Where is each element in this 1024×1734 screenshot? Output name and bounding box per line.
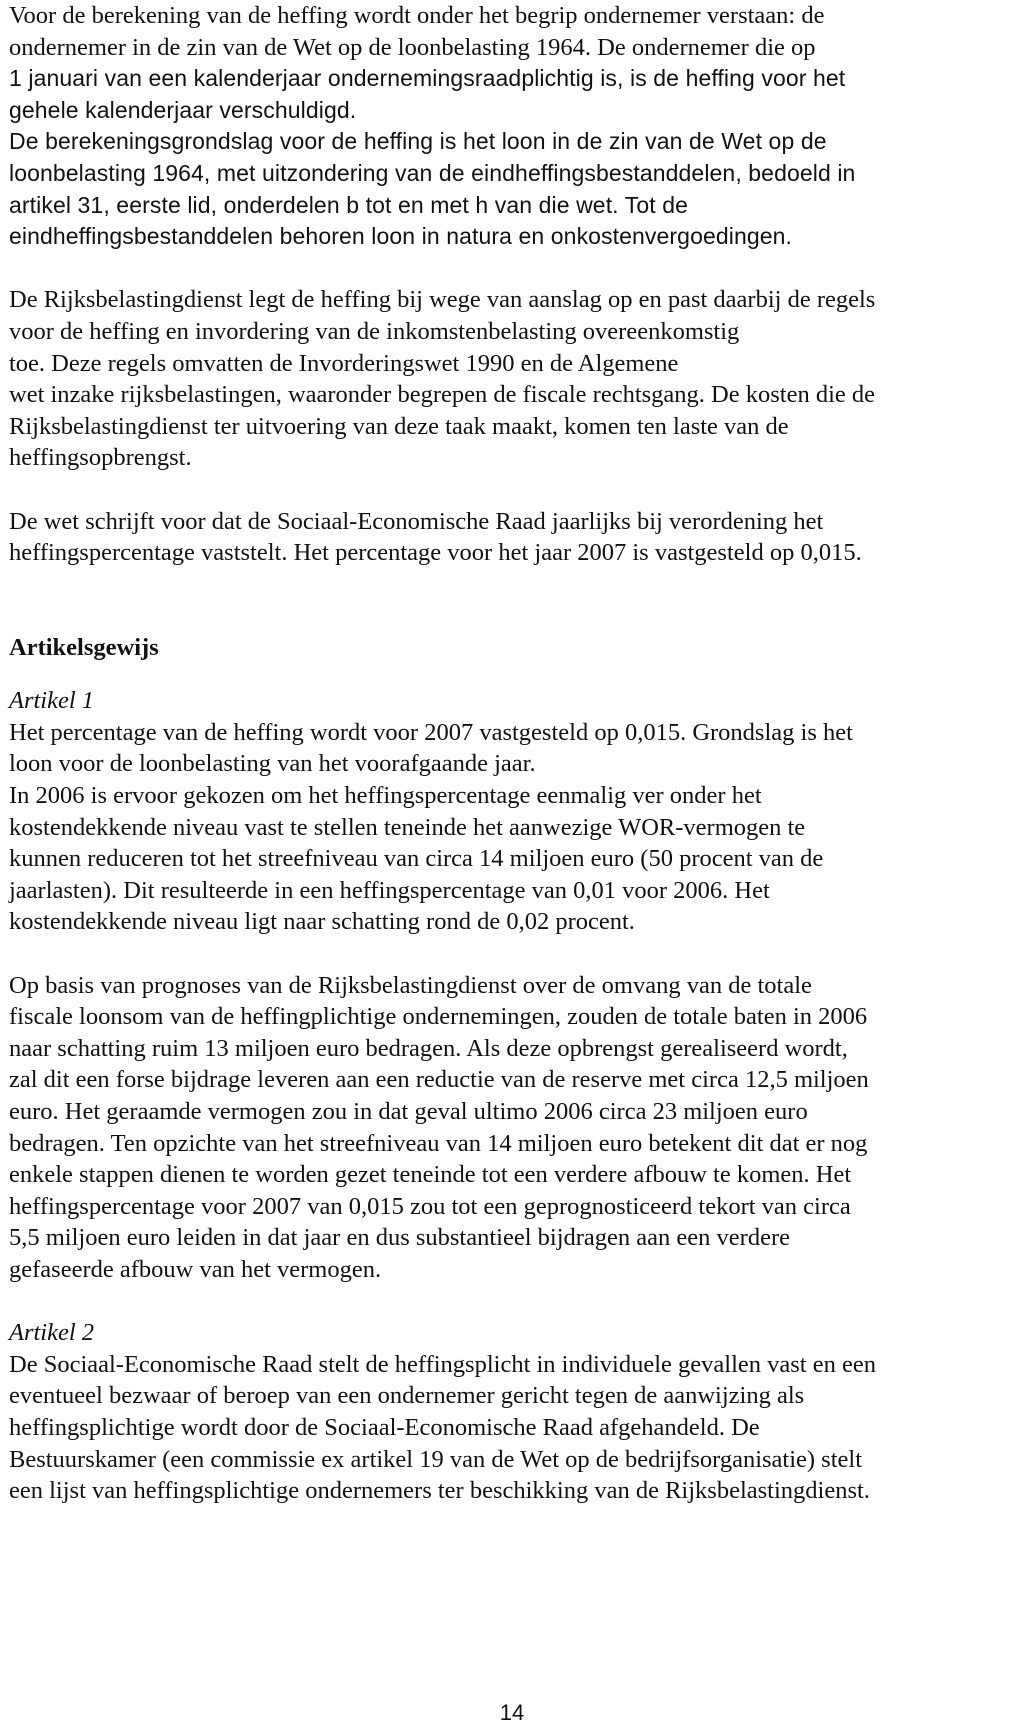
- text-line: 1 januari van een kalenderjaar ondernemingsraadplichtig is, is de heffing voor het: [9, 65, 846, 92]
- text-line: kostendekkende niveau vast te stellen teneinde het aanwezige WOR-vermogen te: [9, 813, 806, 841]
- text-line: De Rijksbelastingdienst legt de heffing bij wege van aanslag op en past daarbij de regels: [9, 286, 876, 314]
- text-line: voor de heffing en invordering van de inkomstenbelasting overeenkomstig: [9, 317, 740, 345]
- text-line: zal dit een forse bijdrage leveren aan een reductie van de reserve met circa 12,5 miljoen: [9, 1066, 869, 1094]
- text-line: heffingsplichtige wordt door de Sociaal-Economische Raad afgehandeld. De: [9, 1413, 760, 1441]
- text-line: Voor de berekening van de heffing wordt onder het begrip ondernemer verstaan: de: [9, 2, 825, 29]
- document-page: [9, 0, 1009, 1507]
- text-line: De Sociaal-Economische Raad stelt de heffingsplicht in individuele gevallen vast en een: [9, 1350, 876, 1378]
- text-line: heffingsopbrengst.: [9, 444, 192, 472]
- text-line: toe. Deze regels omvatten de Invorderingswet 1990 en de Algemene: [9, 349, 679, 377]
- article-title: Artikel 2: [9, 1319, 95, 1347]
- article-1: [9, 685, 1009, 1285]
- text-line: 5,5 miljoen euro leiden in dat jaar en dus substantieel bijdragen aan een verdere: [9, 1224, 790, 1252]
- paragraph-spacer: [9, 938, 1009, 970]
- text-line: wet inzake rijksbelastingen, waaronder begrepen de fiscale rechtsgang. De kosten die de: [9, 381, 875, 409]
- text-line: loon voor de loonbelasting van het voorafgaande jaar.: [9, 750, 536, 778]
- text-line: Bestuurskamer (een commissie ex artikel 19 van de Wet op de bedrijfsorganisatie) stelt: [9, 1445, 863, 1473]
- paragraph-spacer: [9, 474, 1009, 506]
- text-line: Rijksbelastingdienst ter uitvoering van deze taak maakt, komen ten laste van de: [9, 412, 789, 440]
- text-line: enkele stappen dienen te worden gezet teneinde tot een verdere afbouw te komen. Het: [9, 1161, 852, 1189]
- text-line: heffingspercentage voor 2007 van 0,015 zou tot een geprognosticeerd tekort van circa: [9, 1192, 851, 1220]
- text-line: gefaseerde afbouw van het vermogen.: [9, 1255, 382, 1283]
- text-line: kostendekkende niveau ligt naar schatting rond de 0,02 procent.: [9, 908, 635, 936]
- text-line: naar schatting ruim 13 miljoen euro bedragen. Als deze opbrengst gerealiseerd wordt,: [9, 1034, 848, 1062]
- text-line: eindheffingsbestanddelen behoren loon in natura en onkostenvergoedingen.: [9, 223, 793, 250]
- page-number: 14: [499, 1700, 525, 1725]
- paragraph-spacer: [9, 663, 1009, 685]
- text-line: jaarlasten). Dit resulteerde in een heffingspercentage van 0,01 voor 2006. Het: [9, 876, 770, 904]
- paragraph-heffingspercentage: [9, 506, 1009, 569]
- text-line: gehele kalenderjaar verschuldigd.: [9, 96, 357, 123]
- article-title: Artikel 1: [9, 687, 95, 715]
- text-line: loonbelasting 1964, met uitzondering van de eindheffingsbestanddelen, bedoeld in: [9, 159, 856, 186]
- section-heading: Artikelsgewijs: [9, 633, 159, 661]
- text-line: ondernemer in de zin van de Wet op de loonbelasting 1964. De ondernemer die op: [9, 33, 816, 61]
- paragraph-heffing-definition: [9, 0, 1009, 253]
- article-2: [9, 1317, 1009, 1507]
- text-line: fiscale loonsom van de heffingplichtige ondernemingen, zouden de totale baten in 2006: [9, 1003, 868, 1031]
- text-line: euro. Het geraamde vermogen zou in dat geval ultimo 2006 circa 23 miljoen euro: [9, 1098, 808, 1125]
- text-line: kunnen reduceren tot het streefniveau van circa 14 miljoen euro (50 procent van de: [9, 845, 824, 873]
- section-spacer: [9, 569, 1009, 632]
- text-line: Het percentage van de heffing wordt voor 2007 vastgesteld op 0,015. Grondslag is het: [9, 718, 853, 746]
- text-line: In 2006 is ervoor gekozen om het heffingspercentage eenmalig ver onder het: [9, 782, 762, 810]
- text-line: bedragen. Ten opzichte van het streefniveau van 14 miljoen euro betekent dit dat er nog: [9, 1129, 868, 1157]
- text-line: Op basis van prognoses van de Rijksbelastingdienst over de omvang van de totale: [9, 971, 812, 999]
- paragraph-spacer: [9, 253, 1009, 285]
- text-line: artikel 31, eerste lid, onderdelen b tot en met h van die wet. Tot de: [9, 191, 688, 218]
- text-line: De berekeningsgrondslag voor de heffing is het loon in de zin van de Wet op de: [9, 128, 827, 155]
- paragraph-rijksbelastingdienst: [9, 284, 1009, 474]
- text-line: eventueel bezwaar of beroep van een ondernemer gericht tegen de aanwijzing als: [9, 1382, 805, 1410]
- text-line: De wet schrijft voor dat de Sociaal-Economische Raad jaarlijks bij verordening het: [9, 507, 824, 535]
- paragraph-spacer: [9, 1286, 1009, 1318]
- text-line: heffingspercentage vaststelt. Het percentage voor het jaar 2007 is vastgesteld op 0,015.: [9, 539, 862, 567]
- text-line: een lijst van heffingsplichtige ondernemers ter beschikking van de Rijksbelastingdienst.: [9, 1477, 870, 1505]
